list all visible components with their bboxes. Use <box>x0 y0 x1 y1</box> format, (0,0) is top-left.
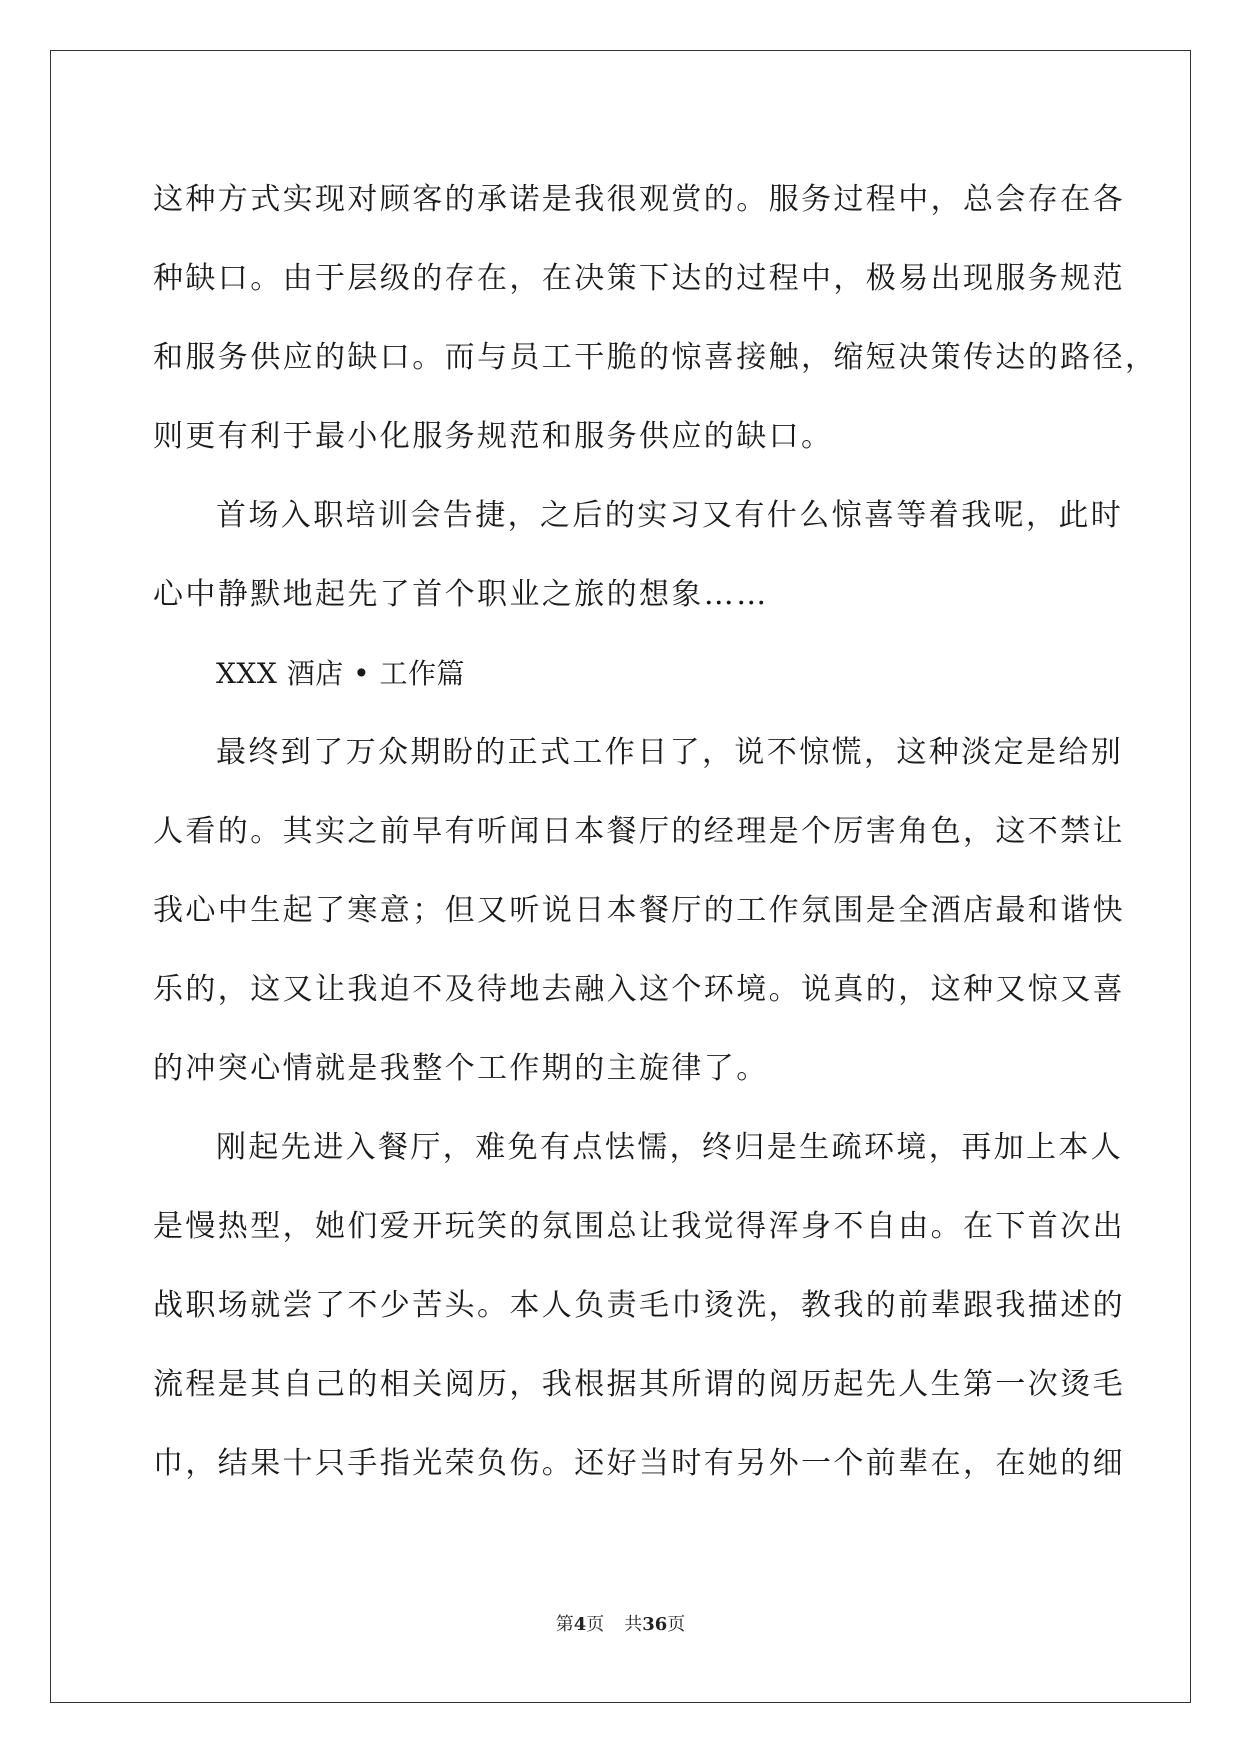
text-line-11: 乐的，这又让我迫不及待地去融入这个环境。说真的，这种又惊又喜 <box>153 972 1125 1007</box>
text-line-17: 巾，结果十只手指光荣负伤。还好当时有另外一个前辈在，在她的细 <box>153 1446 1125 1481</box>
text-line-8: 最终到了万众期盼的正式工作日了，说不惊慌，这种淡定是给别 <box>216 735 1124 770</box>
page-footer <box>0 1610 1241 1636</box>
total-suffix: 页 <box>667 1614 686 1635</box>
text-line-5: 首场入职培训会告捷，之后的实习又有什么惊喜等着我呢，此时 <box>216 498 1124 533</box>
page-suffix: 页 <box>586 1614 605 1635</box>
total-prefix: 共 <box>624 1614 643 1635</box>
text-line-2: 种缺口。由于层级的存在，在决策下达的过程中，极易出现服务规范 <box>153 261 1125 296</box>
document-body <box>153 160 1158 1503</box>
text-line-16: 流程是其自己的相关阅历，我根据其所谓的阅历起先人生第一次烫毛 <box>153 1367 1125 1402</box>
text-line-1: 这种方式实现对顾客的承诺是我很观赏的。服务过程中，总会存在各 <box>153 182 1125 217</box>
total-pages: 36 <box>642 1614 668 1635</box>
text-line-10: 我心中生起了寒意；但又听说日本餐厅的工作氛围是全酒店最和谐快 <box>153 893 1125 928</box>
text-line-3: 和服务供应的缺口。而与员工干脆的惊喜接触，缩短决策传达的路径， <box>153 340 1158 375</box>
text-line-13: 刚起先进入餐厅，难免有点怯懦，终归是生疏环境，再加上本人 <box>216 1130 1124 1165</box>
text-line-9: 人看的。其实之前早有听闻日本餐厅的经理是个厉害角色，这不禁让 <box>153 814 1125 849</box>
text-line-12: 的冲突心情就是我整个工作期的主旋律了。 <box>153 1051 769 1086</box>
section-heading: XXX 酒店 • 工作篇 <box>216 657 466 690</box>
page-number: 4 <box>573 1614 587 1635</box>
text-line-6: 心中静默地起先了首个职业之旅的想象…… <box>153 577 769 612</box>
text-line-4: 则更有利于最小化服务规范和服务供应的缺口。 <box>153 419 834 454</box>
text-line-14: 是慢热型，她们爱开玩笑的氛围总让我觉得浑身不自由。在下首次出 <box>153 1209 1125 1244</box>
text-line-15: 战职场就尝了不少苦头。本人负责毛巾烫洗，教我的前辈跟我描述的 <box>153 1288 1125 1323</box>
page-prefix: 第 <box>555 1614 574 1635</box>
